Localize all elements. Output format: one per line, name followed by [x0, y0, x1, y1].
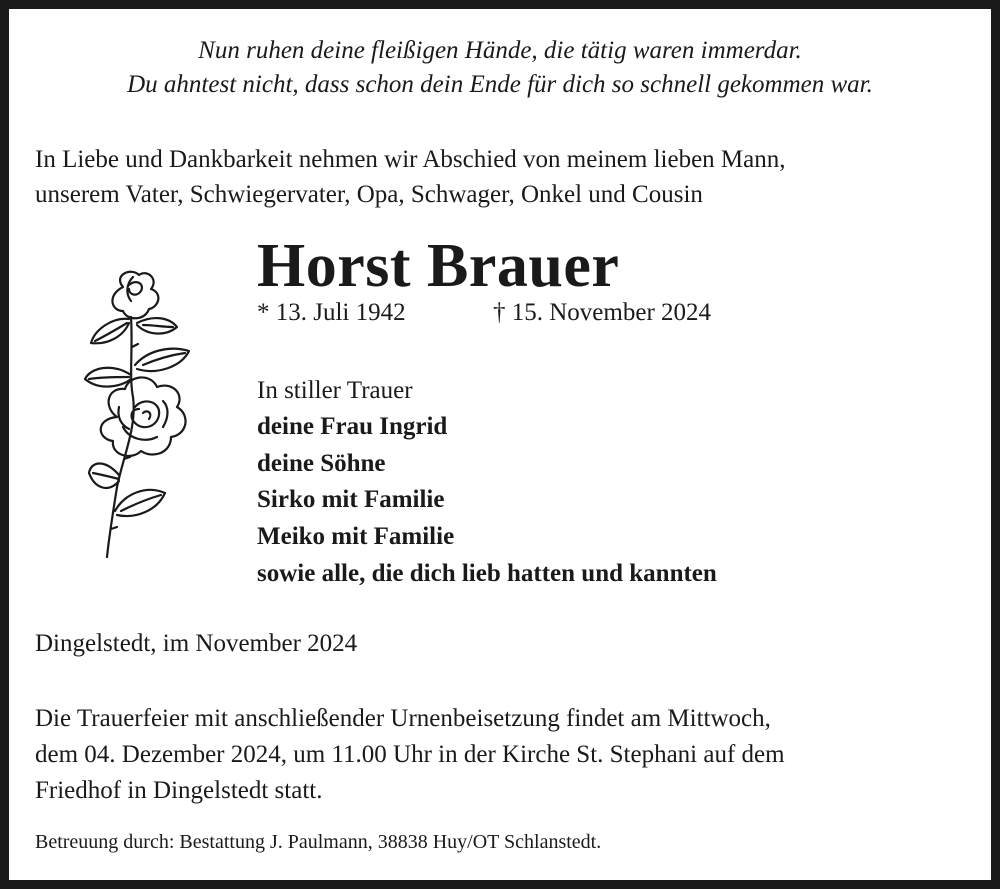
- deceased-name: Horst Brauer: [257, 232, 620, 300]
- rose-icon: [73, 267, 205, 559]
- place-and-date: Dingelstedt, im November 2024: [35, 630, 358, 657]
- mourner-line: deine Frau Ingrid: [257, 413, 448, 440]
- intro-line-1: In Liebe und Dankbarkeit nehmen wir Abschied von meinem lieben Mann,: [35, 146, 786, 173]
- mourner-line: sowie alle, die dich lieb hatten und kannten: [257, 560, 717, 587]
- poem-line-1: Nun ruhen deine fleißigen Hände, die tätig waren immerdar.: [198, 37, 802, 64]
- funeral-line-1: Die Trauerfeier mit anschließender Urnenbeisetzung findet am Mittwoch,: [35, 705, 771, 732]
- death-date: † 15. November 2024: [493, 299, 712, 326]
- mourner-line: Meiko mit Familie: [257, 523, 455, 550]
- funeral-line-3: Friedhof in Dingelstedt statt.: [35, 777, 323, 804]
- mourners-heading: In stiller Trauer: [257, 377, 413, 404]
- mourner-line: deine Söhne: [257, 450, 386, 477]
- funeral-line-2: dem 04. Dezember 2024, um 11.00 Uhr in der Kirche St. Stephani auf dem: [35, 741, 785, 768]
- birth-date: * 13. Juli 1942: [257, 299, 406, 326]
- intro-line-2: unserem Vater, Schwiegervater, Opa, Schwager, Onkel und Cousin: [35, 181, 703, 208]
- poem-line-2: Du ahntest nicht, dass schon dein Ende für dich so schnell gekommen war.: [127, 71, 873, 98]
- undertaker-credit: Betreuung durch: Bestattung J. Paulmann, 38838 Huy/OT Schlanstedt.: [35, 831, 602, 853]
- mourner-line: Sirko mit Familie: [257, 486, 445, 513]
